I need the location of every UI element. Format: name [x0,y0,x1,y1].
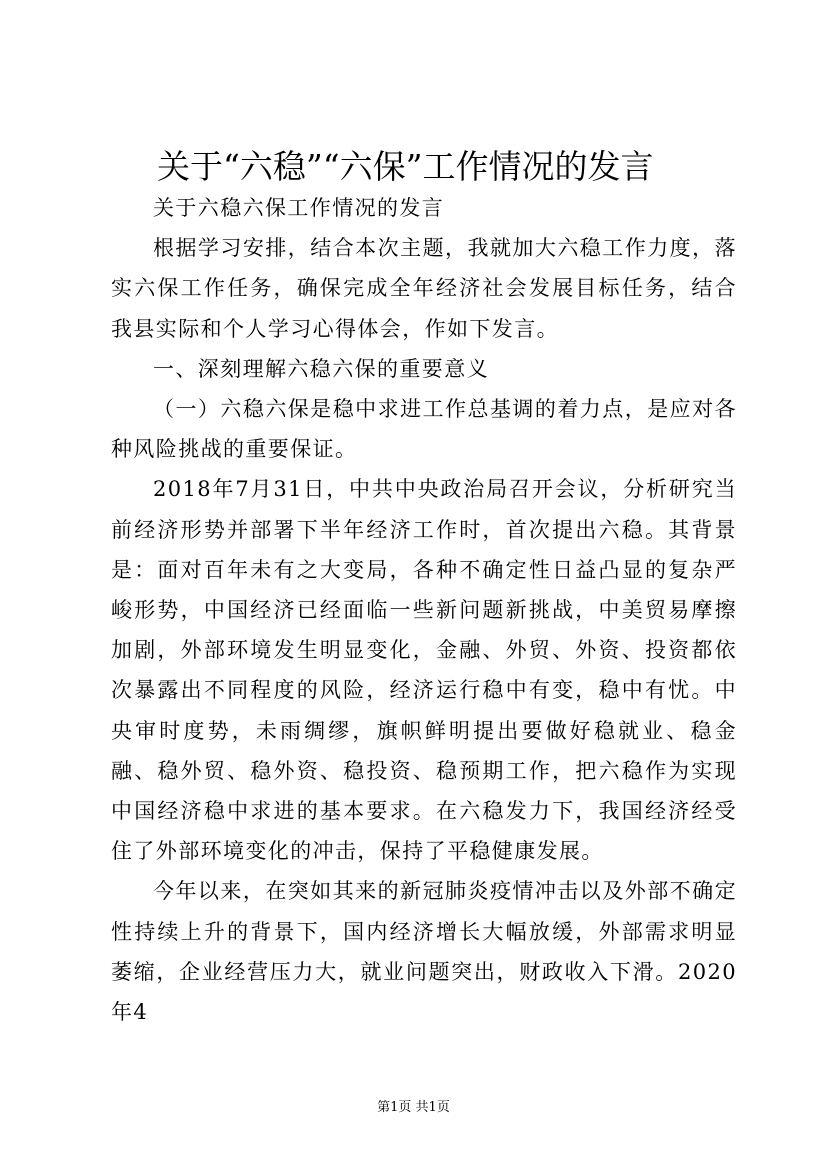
paragraph-background: 2018年7月31日，中共中央政治局召开会议，分析研究当前经济形势并部署下半年经济工作时，首次提出六稳。其背景是：面对百年未有之大变局，各种不确定性日益凸显的复杂严峻形势，中国经济已经面临一些新问题新挑战，中美贸易摩擦加剧，外部环境发生明显变化，金融、外贸、外资、投资都依次暴露出不同程度的风险，经济运行稳中有变，稳中有忧。中央审时度势，未雨绸缪，旗帜鲜明提出要做好稳就业、稳金融、稳外贸、稳外资、稳投资、稳预期工作，把六稳作为实现中国经济稳中求进的基本要求。在六稳发力下，我国经济经受住了外部环境变化的冲击，保持了平稳健康发展。 [111,477,737,864]
document-title: 关于“六稳”“六保”工作情况的发言 [157,147,654,186]
section-heading-1: 一、深刻理解六稳六保的重要意义 [153,356,489,381]
subsection-heading-1: （一）六稳六保是稳中求进工作总基调的着力点，是应对各种风险挑战的重要保证。 [111,397,737,462]
paragraph-intro: 根据学习安排，结合本次主题，我就加大六稳工作力度，落实六保工作任务，确保完成全年经济社会发展目标任务，结合我县实际和个人学习心得体会，作如下发言。 [111,236,737,341]
document-body [111,188,737,1032]
paragraph-this-year: 今年以来，在突如其来的新冠肺炎疫情冲击以及外部不确定性持续上升的背景下，国内经济增长大幅放缓，外部需求明显萎缩，企业经营压力大，就业问题突出，财政收入下滑。2020年4 [111,879,737,1025]
paragraph-subtitle: 关于六稳六保工作情况的发言 [153,196,445,220]
page-footer: 第1页 共1页 [377,1100,450,1115]
